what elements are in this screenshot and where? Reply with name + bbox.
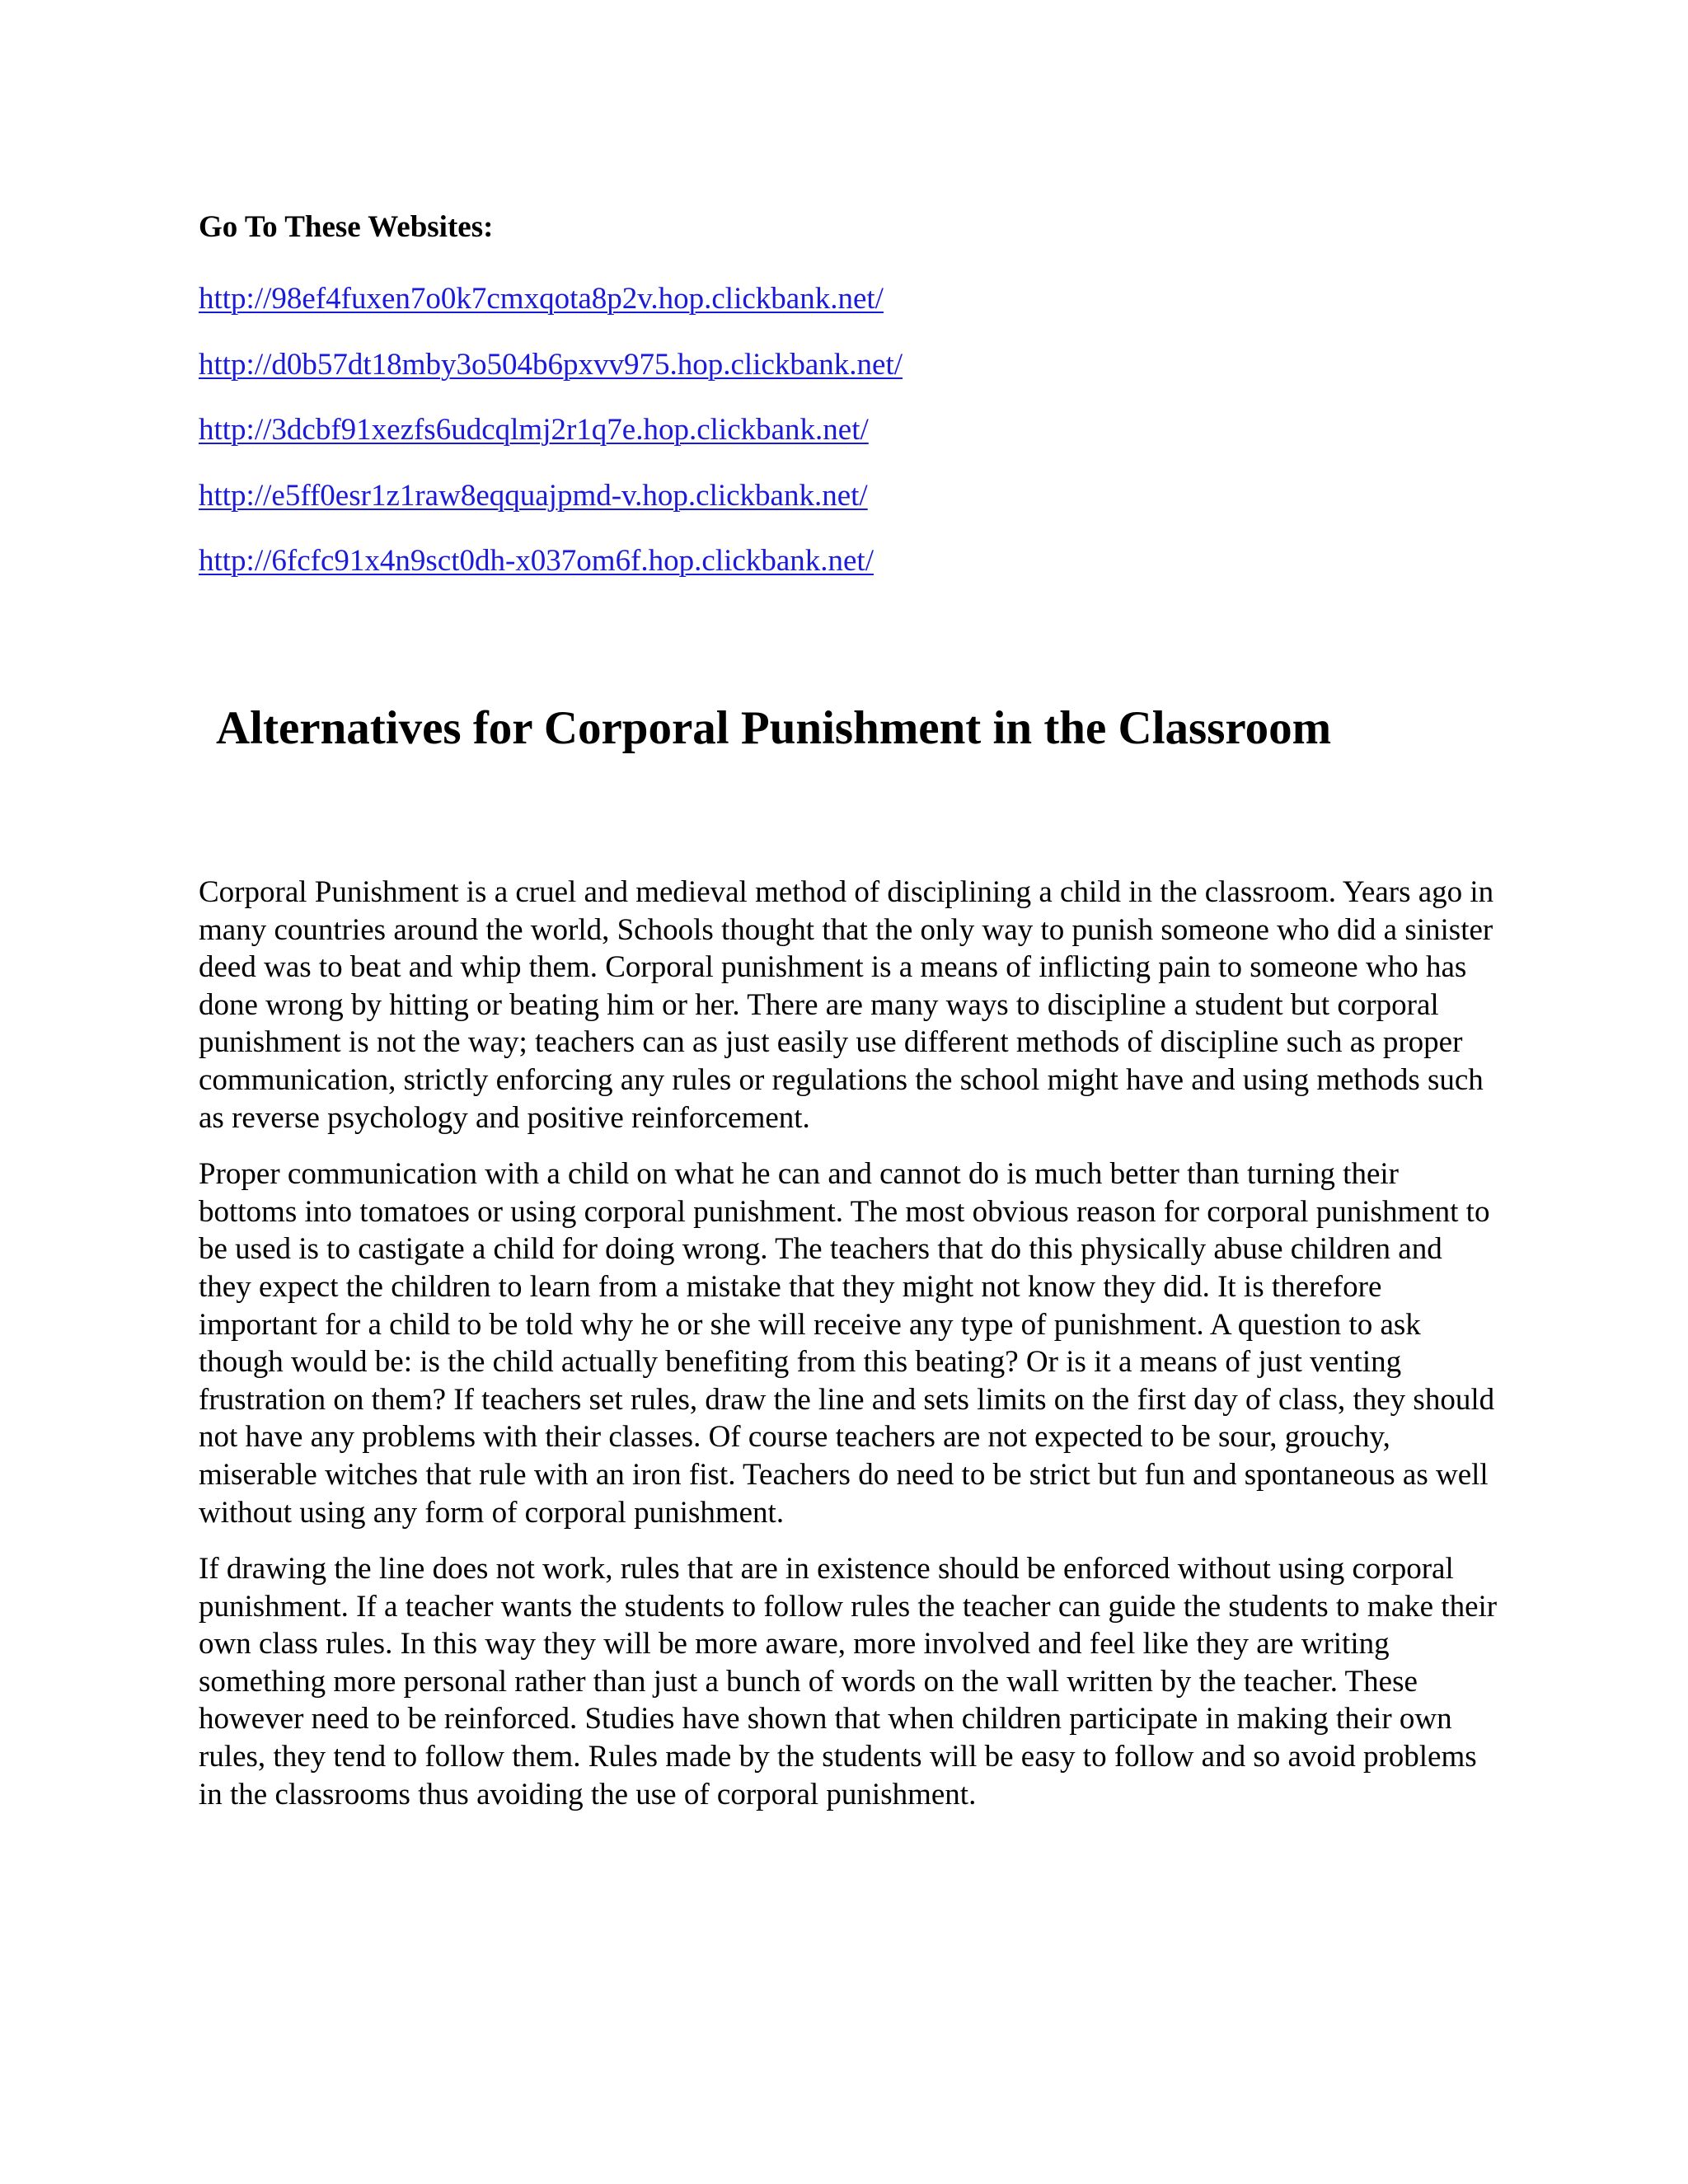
website-link-1[interactable]: http://98ef4fuxen7o0k7cmxqota8p2v.hop.clickbank.net/ <box>199 282 884 316</box>
website-link-2[interactable]: http://d0b57dt18mby3o504b6pxvv975.hop.clickbank.net/ <box>199 347 903 382</box>
website-link-5[interactable]: http://6fcfc91x4n9sct0dh-x037om6f.hop.clickbank.net/ <box>199 544 874 578</box>
article-body <box>199 874 1501 1832</box>
list-item <box>199 405 903 471</box>
article-title: Alternatives for Corporal Punishment in the Classroom <box>216 702 1332 754</box>
list-item <box>199 471 903 537</box>
website-link-3[interactable]: http://3dcbf91xezfs6udcqlmj2r1q7e.hop.clickbank.net/ <box>199 413 869 447</box>
links-heading: Go To These Websites: <box>199 210 494 244</box>
list-item <box>199 537 903 602</box>
link-list <box>199 274 903 602</box>
list-item <box>199 340 903 406</box>
paragraph-2: Proper communication with a child on what he can and cannot do is much better than turning their bottoms into tomatoes or using corporal punishment. The most obvious reason for corporal punishment to be used is to castigate a child for doing wrong. The teachers that do this physically abuse children and they expect the children to learn from a mistake that they might not know they did. It is therefore important for a child to be told why he or she will receive any type of punishment. A question to ask though would be: is the child actually benefiting from this beating? Or is it a means of just venting frustration on them? If teachers set rules, draw the line and sets limits on the first day of class, they should not have any problems with their classes. Of course teachers are not expected to be sour, grouchy, miserable witches that rule with an iron fist. Teachers do need to be strict but fun and spontaneous as well without using any form of corporal punishment. <box>199 1157 1495 1530</box>
list-item <box>199 274 903 340</box>
website-link-4[interactable]: http://e5ff0esr1z1raw8eqquajpmd-v.hop.clickbank.net/ <box>199 478 868 513</box>
paragraph-3: If drawing the line does not work, rules that are in existence should be enforced without using corporal punishment. If a teacher wants the students to follow rules the teacher can guide the students to make their own class rules. In this way they will be more aware, more involved and feel like they are writing something more personal rather than just a bunch of words on the wall written by the teacher. These however need to be reinforced. Studies have shown that when children participate in making their own rules, they tend to follow them. Rules made by the students will be easy to follow and so avoid problems in the classrooms thus avoiding the use of corporal punishment. <box>199 1552 1498 1811</box>
paragraph-1: Corporal Punishment is a cruel and medieval method of disciplining a child in the classroom. Years ago in many countries around the world, Schools thought that the only way to punish someone who did a sinister deed was to beat and whip them. Corporal punishment is a means of inflicting pain to someone who has done wrong by hitting or beating him or her. There are many ways to discipline a student but corporal punishment is not the way; teachers can as just easily use different methods of discipline such as proper communication, strictly enforcing any rules or regulations the school might have and using methods such as reverse psychology and positive reinforcement. <box>199 875 1494 1135</box>
